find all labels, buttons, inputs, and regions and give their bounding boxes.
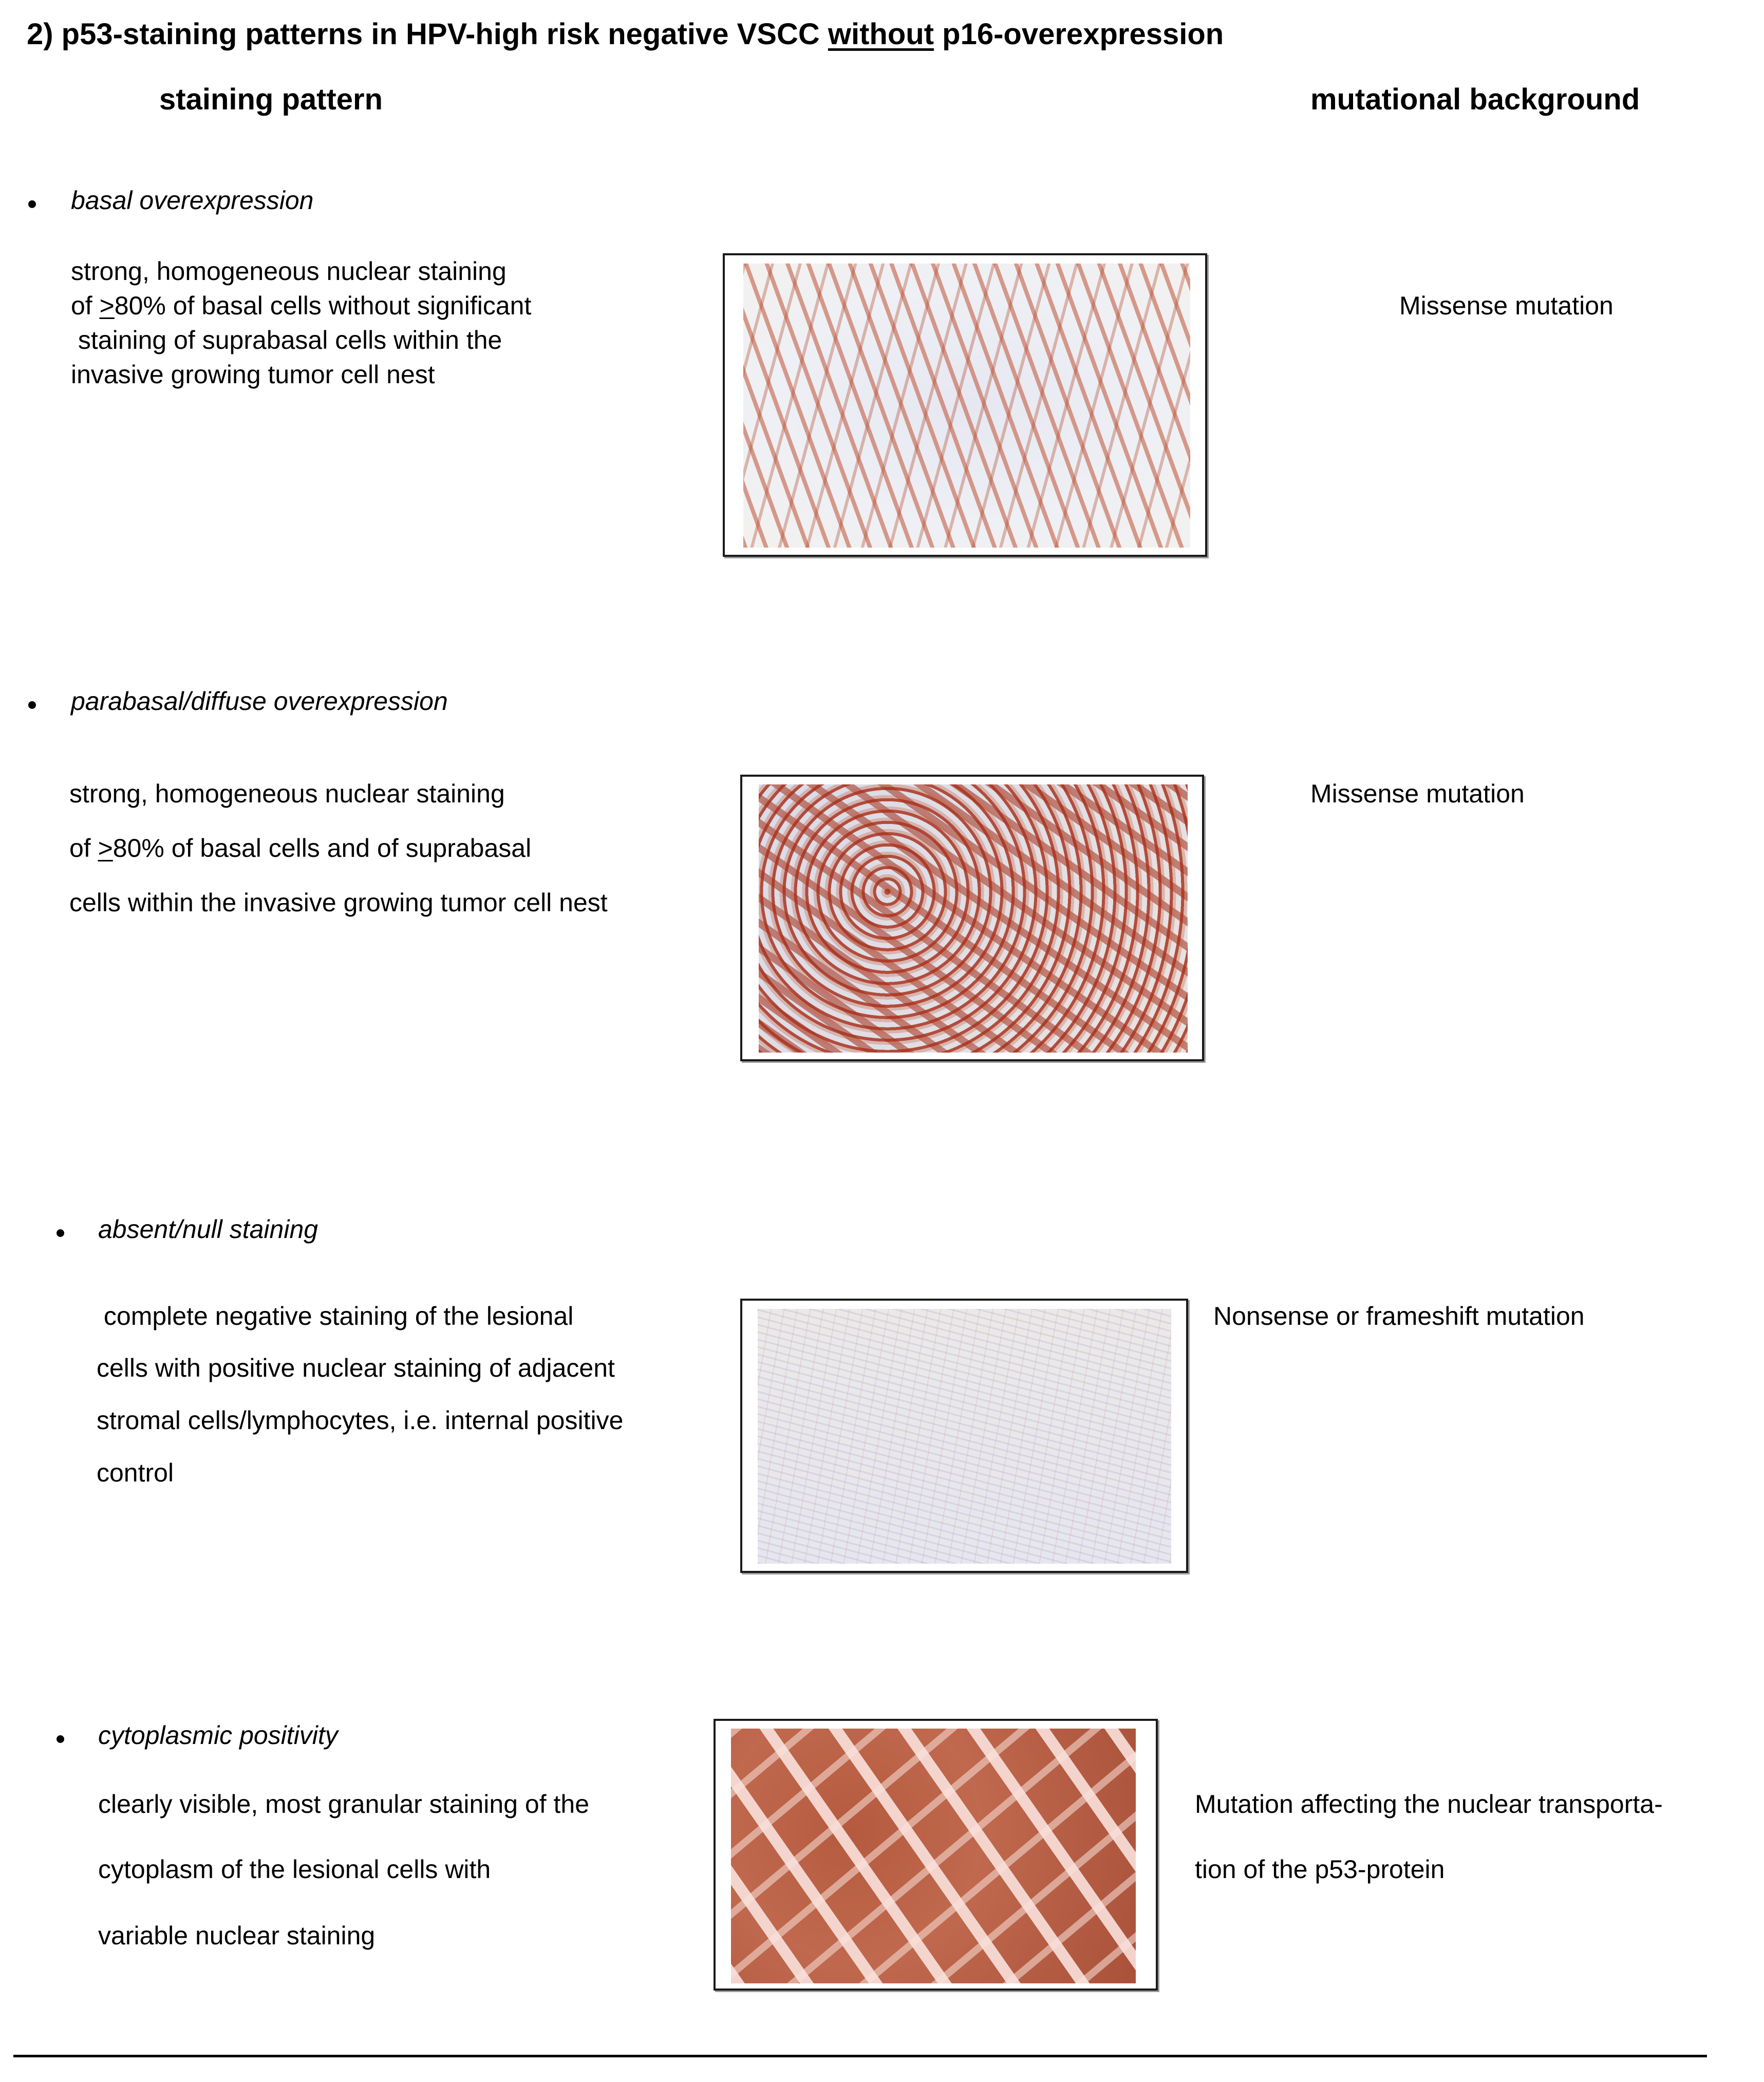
title-prefix: 2) p53-staining patterns in HPV-high risk negative VSCC — [27, 17, 828, 51]
description-line: stromal cells/lymphocytes, i.e. internal positive — [97, 1406, 624, 1435]
pattern-label: cytoplasmic positivity — [98, 1721, 338, 1750]
bottom-divider — [13, 2055, 1707, 2057]
mutation-text: Missense mutation — [1310, 779, 1525, 808]
pattern-label: basal overexpression — [71, 186, 314, 215]
bullet-icon — [57, 1229, 64, 1237]
description-line: strong, homogeneous nuclear staining — [71, 257, 506, 286]
page-title — [27, 17, 1224, 51]
micrograph-frame — [740, 775, 1204, 1061]
micrograph-frame — [714, 1719, 1158, 1991]
micrograph-frame — [723, 253, 1207, 557]
bullet-icon — [57, 1735, 64, 1743]
micrograph-image — [743, 264, 1190, 548]
mutation-text: Nonsense or frameshift mutation — [1213, 1302, 1585, 1330]
micrograph-image — [758, 1309, 1171, 1564]
title-emphasis: without — [828, 17, 934, 51]
description-line: complete negative staining of the lesional — [97, 1302, 574, 1330]
column-header-mutational-background: mutational background — [1310, 83, 1640, 116]
description-line: clearly visible, most granular staining of the — [98, 1790, 590, 1818]
bullet-icon — [28, 701, 36, 709]
description-line: of >80% of basal cells without significant — [71, 291, 532, 320]
greater-equal-symbol: > — [98, 834, 113, 862]
description-line: cytoplasm of the lesional cells with — [98, 1855, 491, 1884]
micrograph-image — [759, 784, 1188, 1053]
description-line: strong, homogeneous nuclear staining — [69, 779, 505, 808]
description-line: of >80% of basal cells and of suprabasal — [69, 834, 532, 862]
description-line: control — [97, 1458, 174, 1487]
mutation-text: Missense mutation — [1399, 291, 1613, 320]
description-line: cells with positive nuclear staining of adjacent — [97, 1354, 615, 1382]
column-header-staining-pattern: staining pattern — [159, 83, 383, 116]
pattern-label: absent/null staining — [98, 1215, 318, 1244]
description-line: cells within the invasive growing tumor cell nest — [69, 888, 608, 917]
description-line: staining of suprabasal cells within the — [71, 326, 502, 354]
mutation-text: tion of the p53-protein — [1195, 1855, 1445, 1884]
mutation-text: Mutation affecting the nuclear transporta- — [1195, 1790, 1663, 1818]
pattern-label: parabasal/diffuse overexpression — [71, 687, 448, 716]
description-line: variable nuclear staining — [98, 1921, 376, 1950]
description-line: invasive growing tumor cell nest — [71, 360, 435, 389]
bullet-icon — [28, 200, 36, 208]
micrograph-image — [731, 1729, 1136, 1983]
title-suffix: p16-overexpression — [934, 17, 1224, 51]
greater-equal-symbol: > — [99, 291, 115, 320]
micrograph-frame — [740, 1299, 1188, 1573]
